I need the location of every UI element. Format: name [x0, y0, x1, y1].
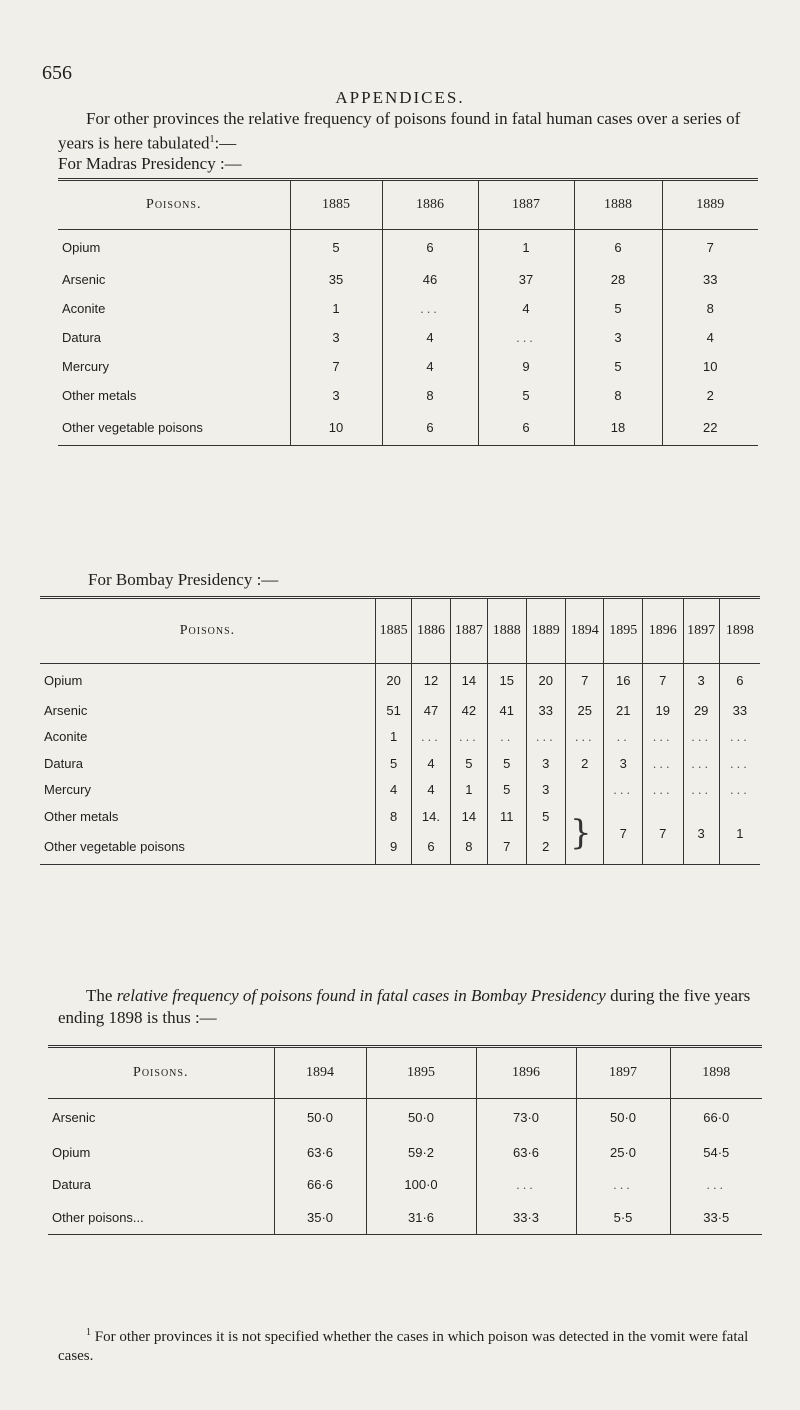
table-row	[58, 323, 758, 352]
table-row	[40, 724, 760, 750]
cell: 59·2	[366, 1137, 476, 1169]
cell: 3	[683, 664, 719, 698]
madras-col-year: 1886	[382, 180, 478, 230]
bombay-col-year: 1895	[604, 598, 642, 664]
cell: ...	[478, 323, 574, 352]
row-name: Other vegetable poisons	[44, 839, 185, 855]
bombay-col-year: 1894	[566, 598, 604, 664]
cell: 2	[566, 750, 604, 777]
cell: 35	[290, 265, 382, 294]
cell: 12	[412, 664, 450, 698]
cell: 8	[574, 381, 662, 410]
cell: 35·0	[274, 1201, 366, 1235]
relative-col-year: 1897	[576, 1047, 670, 1099]
cell: 29	[683, 698, 719, 724]
cell: 4	[478, 294, 574, 323]
cell: 7	[642, 803, 683, 865]
bombay-col-year: 1898	[719, 598, 760, 664]
relative-col-year: 1898	[670, 1047, 762, 1099]
cell: ...	[670, 1169, 762, 1201]
cell: 4	[382, 352, 478, 381]
row-name: Opium	[44, 673, 83, 689]
table-row	[40, 698, 760, 724]
table-row	[48, 1169, 762, 1201]
cell: 7	[290, 352, 382, 381]
page-number: 656	[42, 62, 72, 84]
table-row	[48, 1201, 762, 1235]
cell: 33·5	[670, 1201, 762, 1235]
relative-col-year: 1894	[274, 1047, 366, 1099]
row-name: Opium	[52, 1145, 91, 1160]
footnote-text: For other provinces it is not specified whether the cases in which poison was detected in the vomit were fatal cases.	[58, 1329, 749, 1364]
row-name: Datura	[44, 755, 84, 771]
intro-text: For other provinces the relative frequency of poisons found in fatal human cases over a series of years is here tabulated	[58, 109, 741, 153]
cell: 50·0	[366, 1099, 476, 1137]
relative-heading-suffix: during the five years ending 1898 is thus :—	[58, 986, 751, 1027]
cell: 5	[574, 352, 662, 381]
relative-col-poisons: Poisons.	[48, 1047, 274, 1099]
cell: 4	[662, 323, 758, 352]
cell: 33	[719, 698, 760, 724]
cell: 2	[526, 830, 566, 865]
bombay-col-year: 1886	[412, 598, 450, 664]
cell: 5	[290, 230, 382, 265]
relative-col-year: 1896	[476, 1047, 576, 1099]
bombay-table	[40, 596, 760, 865]
cell: 25·0	[576, 1137, 670, 1169]
cell: ...	[566, 724, 604, 750]
cell: ...	[450, 724, 487, 750]
table-row	[40, 777, 760, 803]
intro-paragraph	[58, 108, 758, 154]
cell: 5·5	[576, 1201, 670, 1235]
madras-col-poisons: Poisons.	[58, 180, 290, 230]
cell: 33	[526, 698, 566, 724]
row-name: Other vegetable poisons	[62, 419, 203, 435]
cell: 4	[412, 750, 450, 777]
bombay-col-year: 1888	[488, 598, 526, 664]
cell: 33·3	[476, 1201, 576, 1235]
madras-heading: For Madras Presidency :—	[58, 154, 242, 173]
cell: 33	[662, 265, 758, 294]
cell: ..	[488, 724, 526, 750]
cell: 10	[290, 410, 382, 446]
cell: 25	[566, 698, 604, 724]
cell: ...	[683, 724, 719, 750]
madras-col-year: 1888	[574, 180, 662, 230]
cell: 3	[604, 750, 642, 777]
table-row	[58, 381, 758, 410]
row-name: Other poisons...	[52, 1209, 144, 1225]
table-row	[58, 265, 758, 294]
cell: 18	[574, 410, 662, 446]
cell: 1	[290, 294, 382, 323]
cell: ...	[683, 777, 719, 803]
row-name: Other metals	[44, 808, 119, 824]
cell: 10	[662, 352, 758, 381]
cell: 28	[574, 265, 662, 294]
bombay-heading: For Bombay Presidency :—	[88, 570, 279, 589]
cell: ...	[576, 1169, 670, 1201]
footnote	[58, 1323, 758, 1366]
cell: ...	[476, 1169, 576, 1201]
cell: 5	[488, 750, 526, 777]
cell: 3	[683, 803, 719, 865]
row-name: Datura	[52, 1177, 92, 1192]
table-row	[40, 803, 760, 830]
cell: 3	[526, 750, 566, 777]
cell: ...	[642, 777, 683, 803]
cell: 42	[450, 698, 487, 724]
row-name: Aconite	[62, 300, 106, 316]
cell	[566, 777, 604, 803]
cell: 14.	[412, 803, 450, 830]
cell: 5	[488, 777, 526, 803]
cell: 16	[604, 664, 642, 698]
cell: 66·0	[670, 1099, 762, 1137]
relative-col-year: 1895	[366, 1047, 476, 1099]
cell: 41	[488, 698, 526, 724]
cell: ...	[683, 750, 719, 777]
bombay-col-poisons: Poisons.	[40, 598, 375, 664]
cell: 6	[382, 230, 478, 265]
cell: ...	[719, 777, 760, 803]
footnote-ref: 1	[209, 134, 215, 145]
cell: ...	[642, 724, 683, 750]
cell: ...	[719, 750, 760, 777]
cell: 6	[412, 830, 450, 865]
table-row	[48, 1099, 762, 1137]
row-name: Mercury	[62, 358, 109, 374]
table-row	[58, 352, 758, 381]
cell: 50·0	[576, 1099, 670, 1137]
row-name: Arsenic	[44, 703, 88, 718]
cell: 9	[375, 830, 411, 865]
cell: 46	[382, 265, 478, 294]
cell: 7	[642, 664, 683, 698]
intro-end: :—	[214, 133, 237, 153]
cell: 15	[488, 664, 526, 698]
relative-heading-prefix: The	[86, 986, 117, 1005]
row-name: Aconite	[44, 729, 88, 744]
brace-combined: }	[566, 803, 604, 865]
table-row	[58, 230, 758, 265]
cell: 63·6	[476, 1137, 576, 1169]
cell: 14	[450, 803, 487, 830]
cell: 3	[526, 777, 566, 803]
bombay-col-year: 1889	[526, 598, 566, 664]
cell: 50·0	[274, 1099, 366, 1137]
bombay-col-year: 1885	[375, 598, 411, 664]
madras-col-year: 1887	[478, 180, 574, 230]
bombay-col-year: 1896	[642, 598, 683, 664]
cell: 8	[662, 294, 758, 323]
cell: 3	[290, 381, 382, 410]
cell: 1	[450, 777, 487, 803]
cell: 5	[478, 381, 574, 410]
row-name: Other metals	[62, 387, 137, 403]
cell: 47	[412, 698, 450, 724]
cell: 6	[574, 230, 662, 265]
table-row	[48, 1137, 762, 1169]
row-name: Mercury	[44, 782, 91, 797]
relative-table	[48, 1045, 762, 1235]
madras-table	[58, 178, 758, 446]
cell: 63·6	[274, 1137, 366, 1169]
footnote-mark: 1	[86, 1327, 91, 1338]
cell: 4	[375, 777, 411, 803]
cell: 3	[574, 323, 662, 352]
cell: ...	[719, 724, 760, 750]
table-row	[58, 410, 758, 446]
cell: 6	[478, 410, 574, 446]
cell: 5	[375, 750, 411, 777]
relative-heading	[58, 985, 758, 1029]
cell: 5	[526, 803, 566, 830]
cell: 20	[375, 664, 411, 698]
cell: 9	[478, 352, 574, 381]
relative-heading-italic: relative frequency of poisons found in fatal cases in Bombay Presidency	[116, 986, 606, 1005]
running-head: APPENDICES.	[335, 88, 465, 107]
cell: 20	[526, 664, 566, 698]
cell: ...	[412, 724, 450, 750]
cell: 8	[382, 381, 478, 410]
cell: 8	[375, 803, 411, 830]
cell: 4	[382, 323, 478, 352]
cell: 19	[642, 698, 683, 724]
cell: 51	[375, 698, 411, 724]
cell: 7	[488, 830, 526, 865]
cell: 4	[412, 777, 450, 803]
cell: 7	[566, 664, 604, 698]
cell: 6	[382, 410, 478, 446]
cell: ...	[382, 294, 478, 323]
table-row	[40, 664, 760, 698]
cell: 100·0	[366, 1169, 476, 1201]
row-name: Arsenic	[62, 271, 106, 287]
cell: 1	[478, 230, 574, 265]
cell: 7	[604, 803, 642, 865]
cell: ..	[604, 724, 642, 750]
cell: 22	[662, 410, 758, 446]
bombay-col-year: 1897	[683, 598, 719, 664]
cell: 5	[574, 294, 662, 323]
row-name: Opium	[62, 239, 101, 255]
cell: 73·0	[476, 1099, 576, 1137]
madras-col-year: 1889	[662, 180, 758, 230]
cell: 37	[478, 265, 574, 294]
cell: 31·6	[366, 1201, 476, 1235]
cell: 5	[450, 750, 487, 777]
cell: 11	[488, 803, 526, 830]
cell: 1	[375, 724, 411, 750]
table-row	[58, 294, 758, 323]
bombay-col-year: 1887	[450, 598, 487, 664]
table-row	[40, 750, 760, 777]
cell: 14	[450, 664, 487, 698]
row-name: Arsenic	[52, 1110, 96, 1126]
cell: 7	[662, 230, 758, 265]
cell: ...	[642, 750, 683, 777]
cell: 21	[604, 698, 642, 724]
cell: 54·5	[670, 1137, 762, 1169]
row-name: Datura	[62, 329, 102, 345]
cell: 8	[450, 830, 487, 865]
cell: 2	[662, 381, 758, 410]
cell: 6	[719, 664, 760, 698]
cell: ...	[526, 724, 566, 750]
cell: 66·6	[274, 1169, 366, 1201]
cell: 1	[719, 803, 760, 865]
madras-col-year: 1885	[290, 180, 382, 230]
cell: ...	[604, 777, 642, 803]
cell: 3	[290, 323, 382, 352]
